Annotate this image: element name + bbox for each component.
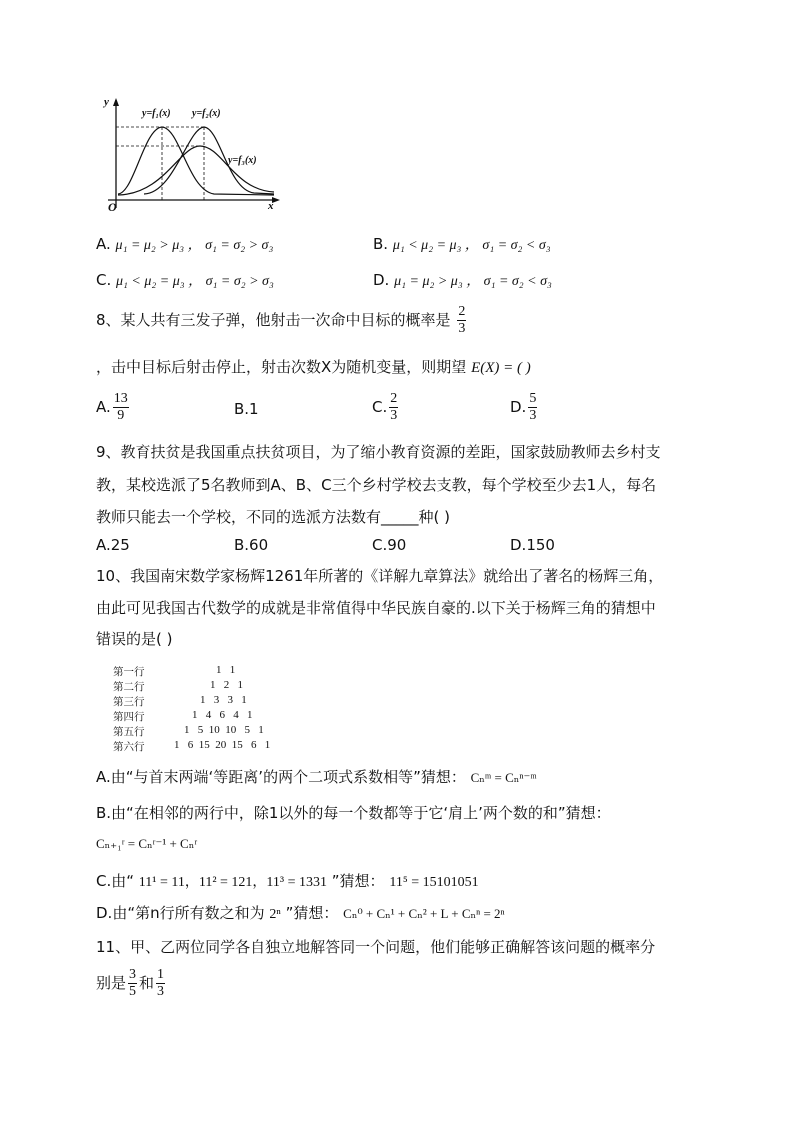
q10-line2: 由此可见我国古代数学的成就是非常值得中华民族自豪的.以下关于杨辉三角的猜想中: [96, 599, 656, 617]
q8-stem2-text: ，击中目标后射击停止，射击次数X为随机变量，则期望: [96, 358, 467, 376]
triangle-row-label: 第四行: [113, 711, 145, 723]
q8-probability-fraction: [457, 305, 466, 336]
x-axis-label: x: [268, 200, 274, 212]
q11-frac2-den: 3: [157, 984, 165, 999]
triangle-row: [113, 709, 161, 724]
q8-stem-line2: [96, 356, 531, 377]
triangle-row-label: 第一行: [113, 666, 145, 678]
q7-option-a-math: μ₁ = μ₂ > μ₃ ， σ₁ = σ₂ > σ₃: [115, 238, 274, 253]
q8-option-c-fraction: [389, 392, 398, 423]
q10-option-d-prefix: D.由“第n行所有数之和为: [96, 904, 265, 922]
q9-option-b[interactable]: B.60: [234, 536, 269, 554]
triangle-row-numbers: 1 1: [216, 664, 236, 676]
triangle-row-numbers: 1 4 6 4 1: [192, 709, 253, 721]
q8-option-b[interactable]: B.1: [234, 400, 259, 418]
q8-stem-line1: [96, 305, 468, 336]
q8-option-d-label: D.: [510, 398, 527, 416]
q10-option-b-math: Cₙ₊₁ʳ = Cₙʳ⁻¹ + Cₙʳ: [96, 836, 198, 851]
q8-option-d-den: 3: [529, 408, 537, 423]
q8-option-c[interactable]: [372, 392, 400, 423]
q8-option-a-den: 9: [117, 408, 125, 423]
q11-fraction-1: [128, 968, 137, 999]
q10-option-c-mid: ”猜想：: [331, 872, 385, 890]
q10-option-d-math1: 2ⁿ: [269, 907, 281, 922]
q9-option-a[interactable]: A.25: [96, 536, 130, 554]
q7-option-d[interactable]: [373, 270, 552, 290]
q11-fraction-2: [156, 968, 165, 999]
q10-option-d-mid: ”猜想：: [285, 904, 339, 922]
q8-option-c-den: 3: [390, 408, 398, 423]
curve2-label: y=f₂(x): [192, 108, 221, 119]
q10-line3: 错误的是( ): [96, 630, 173, 648]
q7-option-d-math: μ₁ = μ₂ > μ₃ ， σ₁ = σ₂ < σ₃: [394, 274, 552, 289]
q11-line2: [96, 968, 167, 999]
q11-line1: 11、甲、乙两位同学各自独立地解答同一个问题，他们能够正确解答该问题的概率分: [96, 938, 656, 956]
q7-option-b[interactable]: [373, 234, 551, 254]
q10-option-c-math1: 11¹ = 11，11² = 121，11³ = 1331: [138, 875, 327, 890]
q11-frac1-den: 5: [129, 984, 137, 999]
q8-option-a-fraction: [113, 392, 129, 423]
triangle-row-label: 第二行: [113, 681, 145, 693]
q7-option-b-math: μ₁ < μ₂ = μ₃ ， σ₁ = σ₂ < σ₃: [392, 238, 551, 253]
q7-option-d-label: D.: [373, 271, 390, 289]
q8-expectation-math: E(X) = ( ): [471, 360, 531, 376]
q8-option-a-label: A.: [96, 398, 111, 416]
q8-option-c-label: C.: [372, 398, 388, 416]
q10-option-c-prefix: C.由“: [96, 872, 135, 890]
q11-line2-prefix: 别是: [96, 974, 127, 992]
q7-option-a[interactable]: [96, 234, 273, 254]
origin-label: O: [108, 200, 117, 214]
triangle-row-label: 第五行: [113, 726, 145, 738]
triangle-row-label: 第三行: [113, 696, 145, 708]
q8-frac-num: 2: [458, 304, 466, 319]
q7-option-c-label: C.: [96, 271, 112, 289]
q9-line3: 教师只能去一个学校，不同的选派方法数有_____种( ): [96, 508, 450, 526]
q10-line1: 10、我国南宋数学家杨辉1261年所著的《详解九章算法》就给出了著名的杨辉三角，: [96, 567, 664, 585]
q10-option-a-math: Cₙᵐ = Cₙⁿ⁻ᵐ: [470, 770, 537, 785]
q9-option-d[interactable]: D.150: [510, 536, 555, 554]
q8-option-a[interactable]: [96, 392, 131, 423]
q9-option-c[interactable]: C.90: [372, 536, 407, 554]
q7-option-c-math: μ₁ < μ₂ = μ₃ ， σ₁ = σ₂ > σ₃: [116, 274, 274, 289]
curve1-label: y=f₁(x): [142, 108, 171, 119]
q8-option-d[interactable]: [510, 392, 539, 423]
q8-frac-den: 3: [458, 321, 466, 336]
q10-option-d-math2: Cₙ⁰ + Cₙ¹ + Cₙ² + L + Cₙⁿ = 2ⁿ: [343, 906, 505, 921]
q8-option-c-num: 2: [390, 391, 398, 406]
curve3-label: y=f₃(x): [228, 155, 257, 166]
q10-option-b-text: B.由“在相邻的两行中，除1以外的每一个数都等于它‘肩上’两个数的和”猜想：: [96, 804, 611, 822]
triangle-row: [113, 679, 161, 694]
triangle-row-label: 第六行: [113, 741, 145, 753]
triangle-row-numbers: 1 6 15 20 15 6 1: [174, 739, 271, 751]
y-axis-label: y: [104, 96, 109, 108]
triangle-row: [113, 664, 161, 679]
q11-line2-mid: 和: [139, 974, 155, 992]
q7-option-b-label: B.: [373, 235, 389, 253]
q10-option-d[interactable]: [96, 902, 505, 923]
q10-option-a[interactable]: [96, 766, 537, 787]
triangle-row: [113, 724, 161, 739]
q10-option-c[interactable]: [96, 870, 479, 891]
normal-distribution-graph: [104, 98, 284, 218]
q10-option-c-math2: 11⁵ = 15101051: [389, 875, 479, 890]
q10-option-a-text: A.由“与首末两端‘等距离’的两个二项式系数相等”猜想：: [96, 768, 466, 786]
q9-line1: 9、教育扶贫是我国重点扶贫项目，为了缩小教育资源的差距，国家鼓励教师去乡村支: [96, 443, 661, 461]
triangle-row-numbers: 1 3 3 1: [200, 694, 247, 706]
triangle-row: [113, 694, 161, 709]
q8-stem-text: 8、某人共有三发子弹，他射击一次命中目标的概率是: [96, 311, 451, 329]
q7-option-c[interactable]: [96, 270, 274, 290]
q9-line2: 教，某校选派了5名教师到A、B、C三个乡村学校去支教，每个学校至少去1人，每名: [96, 476, 657, 494]
q7-option-a-label: A.: [96, 235, 111, 253]
q11-frac1-num: 3: [129, 967, 137, 982]
q10-option-b[interactable]: [96, 802, 611, 823]
triangle-row-numbers: 1 2 1: [210, 679, 243, 691]
q8-option-d-fraction: [528, 392, 537, 423]
q8-option-a-num: 13: [113, 391, 128, 406]
triangle-row-numbers: 1 5 10 10 5 1: [184, 724, 264, 736]
q11-frac2-num: 1: [157, 967, 165, 982]
q8-option-d-num: 5: [529, 391, 537, 406]
triangle-row: [113, 739, 161, 754]
